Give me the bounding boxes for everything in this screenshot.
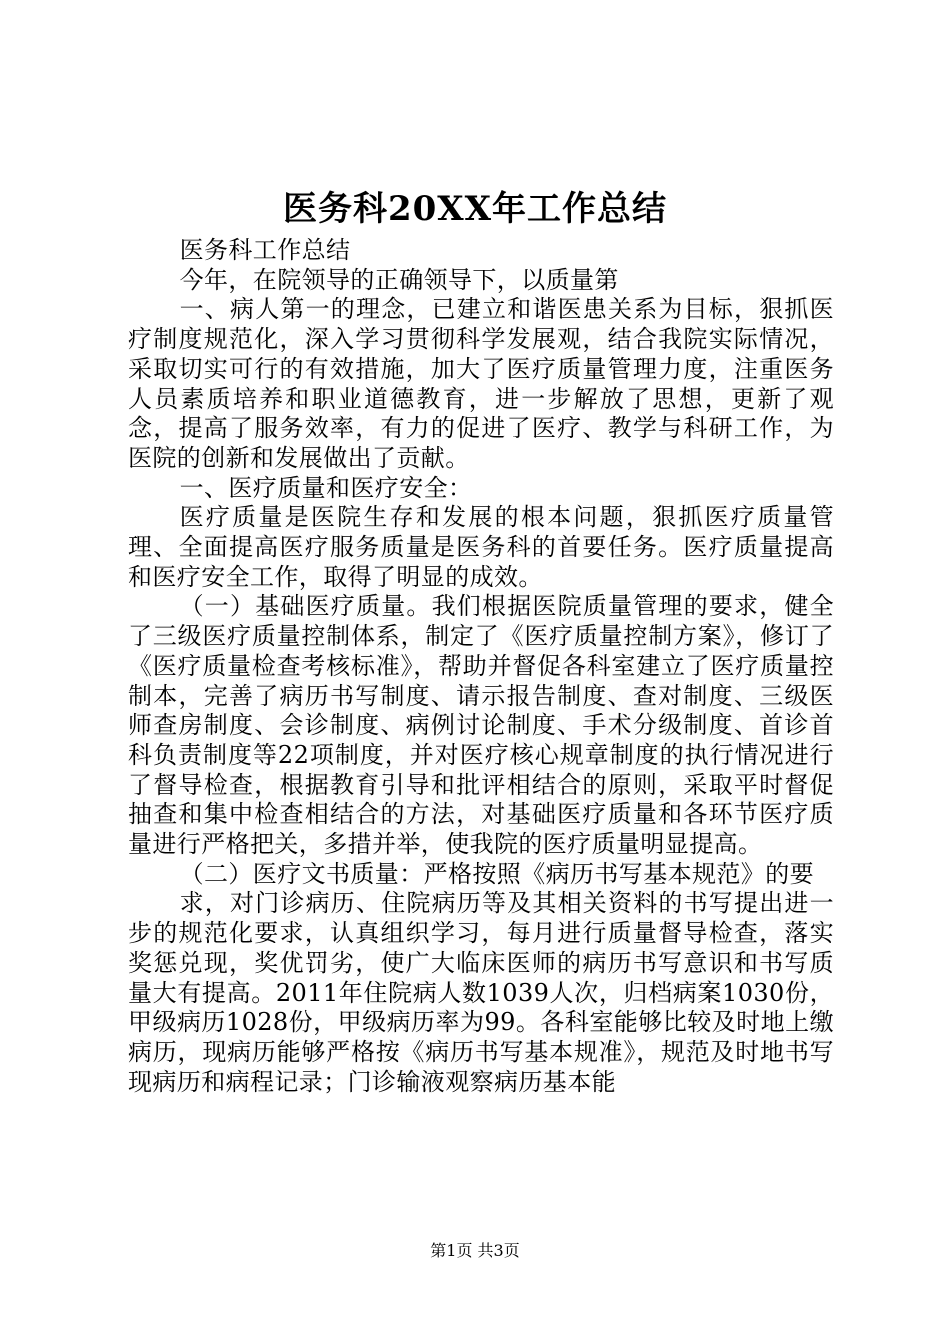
paragraph-intro: 今年，在院领导的正确领导下，以质量第 [179, 265, 619, 294]
document-body [128, 236, 834, 1097]
paragraph-documents-quality-body: 求，对门诊病历、住院病历等及其相关资料的书写提出进一步的规范化要求，认真组织学习，每月进行质量督导检查，落实奖惩兑现，奖优罚劣，使广大临床医师的病历书写意识和书写质量大有提高。2011年住院病人数1039人次，归档病案1030份，甲级病历1028份，甲级病历率为99。各科室能够比较及时地上缴病历，现病历能够严格按《病历书写基本规准》，规范及时地书写现病历和病程记录；门诊输液观察病历基本能 [128, 889, 834, 1096]
paragraph-quality-overview: 医疗质量是医院生存和发展的根本问题，狠抓医疗质量管理、全面提高医疗服务质量是医务科的首要任务。医疗质量提高和医疗安全工作，取得了明显的成效。 [128, 503, 834, 591]
page-indicator: 第1页 共3页 [430, 1241, 520, 1260]
document-title: 医务科20XX年工作总结 [282, 189, 668, 229]
paragraph-documents-quality-heading: （二）医疗文书质量：严格按照《病历书写基本规范》的要 [179, 859, 814, 888]
paragraph-philosophy: 一、病人第一的理念，已建立和谐医患关系为目标，狠抓医疗制度规范化，深入学习贯彻科学发展观，结合我院实际情况，采取切实可行的有效措施，加大了医疗质量管理力度，注重医务人员素质培养和职业道德教育，进一步解放了思想，更新了观念，提高了服务效率，有力的促进了医疗、教学与科研工作，为医院的创新和发展做出了贡献。 [128, 295, 834, 472]
section-heading-quality-safety: 一、医疗质量和医疗安全： [179, 473, 473, 502]
paragraph-heading-line: 医务科工作总结 [179, 236, 351, 264]
paragraph-basic-quality: （一）基础医疗质量。我们根据医院质量管理的要求，健全了三级医疗质量控制体系，制定了《医疗质量控制方案》，修订了《医疗质量检查考核标准》，帮助并督促各科室建立了医疗质量控制本，完善了病历书写制度、请示报告制度、查对制度、三级医师查房制度、会诊制度、病例讨论制度、手术分级制度、首诊首科负责制度等22项制度，并对医疗核心规章制度的执行情况进行了督导检查，根据教育引导和批评相结合的原则，采取平时督促抽查和集中检查相结合的方法，对基础医疗质量和各环节医疗质量进行严格把关，多措并举，使我院的医疗质量明显提高。 [128, 592, 834, 859]
